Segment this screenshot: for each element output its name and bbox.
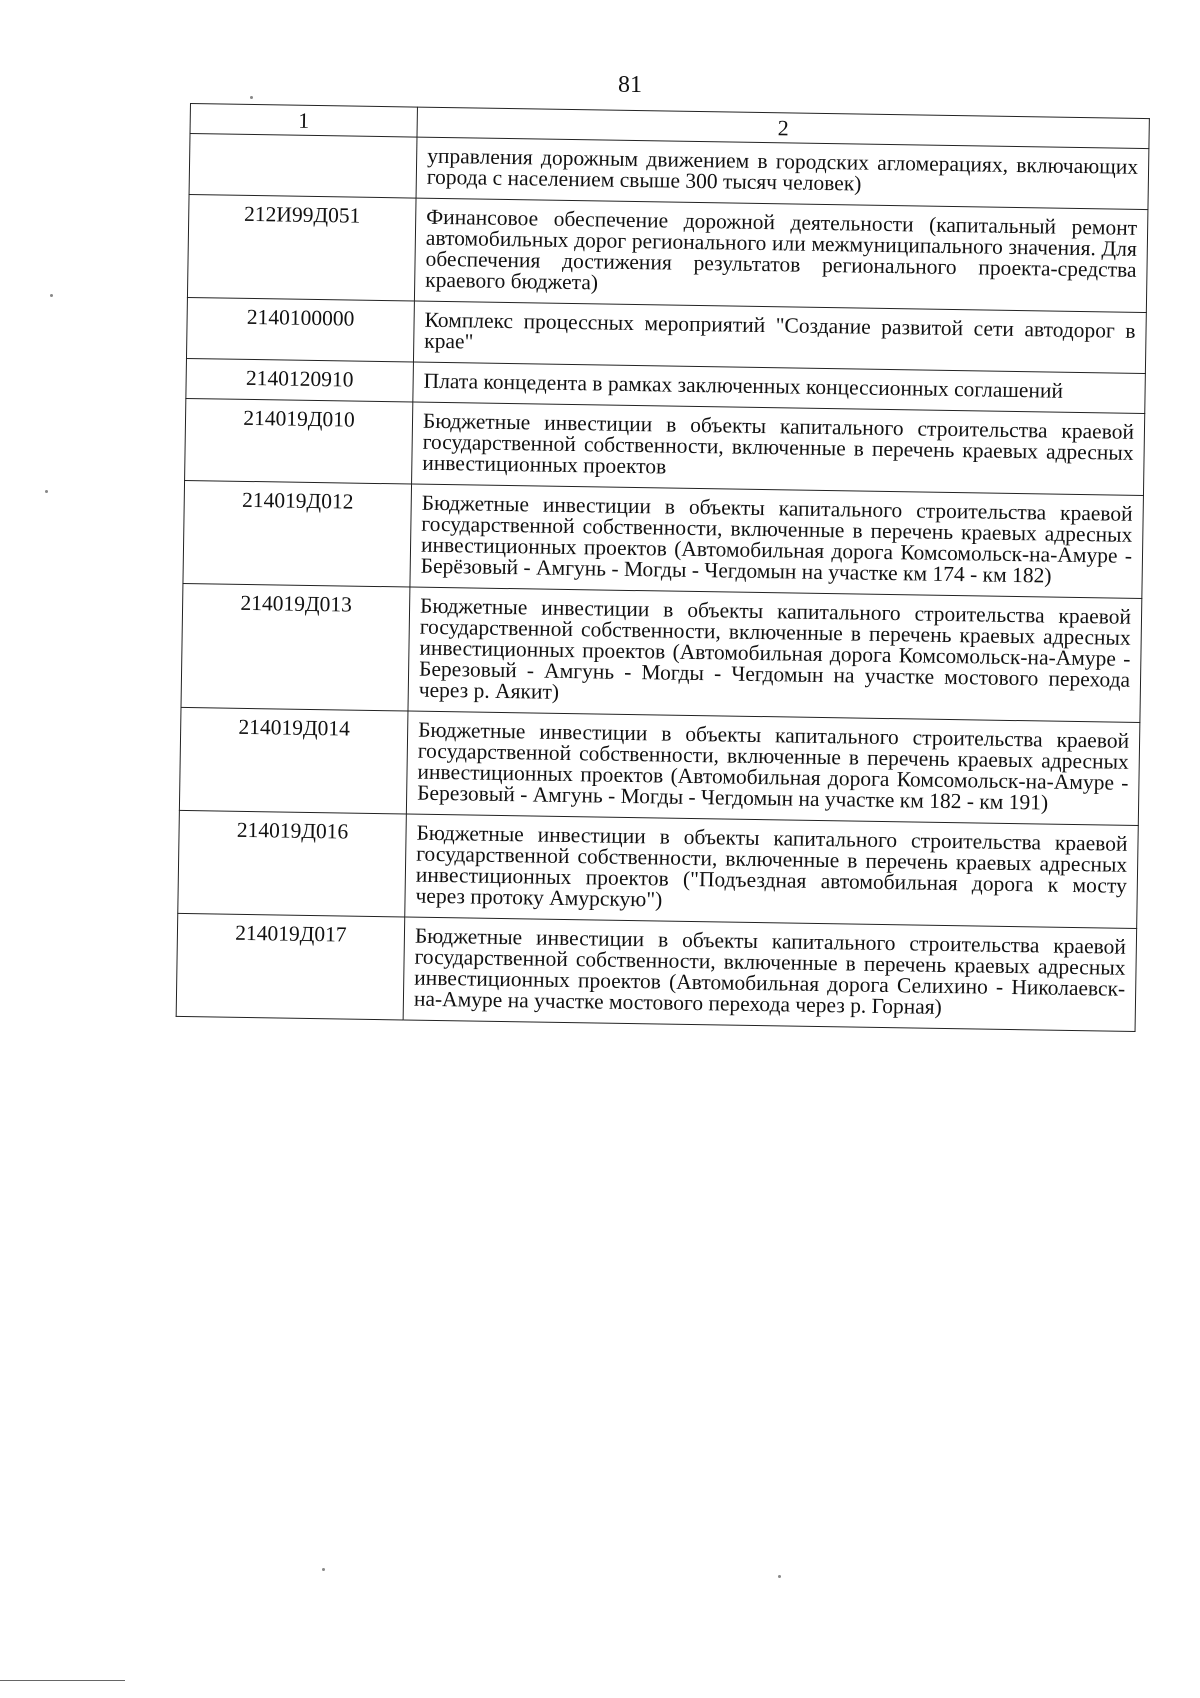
- table-row: [176, 913, 1136, 1031]
- scan-speck: [778, 1575, 781, 1578]
- row-code: 214019Д016: [178, 810, 407, 917]
- table-row: [181, 583, 1142, 722]
- margin-rule: [0, 1680, 125, 1681]
- column-header-code: 1: [190, 104, 417, 138]
- table-row: [185, 398, 1145, 495]
- row-code: [189, 134, 417, 199]
- row-description: Комплекс процессных мероприятий "Создание развитой сети автодорог в крае": [413, 301, 1146, 373]
- budget-code-table: [176, 103, 1150, 1032]
- row-description: Бюджетные инвестиции в объекты капитального строительства краевой государственной собственности, включенные в перечень краевых адресных инвестиционных проектов (Автомобильная дорога Комсомольск-на-Амуре - Березовый - Амгунь - Могды - Чегдомын на участке км 182 - км 191): [406, 711, 1140, 825]
- scan-speck: [322, 1568, 325, 1571]
- row-code: 214019Д017: [176, 913, 405, 1020]
- table-row: [183, 480, 1143, 598]
- scan-speck: [50, 294, 53, 297]
- row-description: Бюджетные инвестиции в объекты капитального строительства краевой государственной собственности, включенные в перечень краевых адресных инвестиционных проектов (Автомобильная дорога Комсомольск-на-Амуре - Берёзовый - Амгунь - Могды - Чегдомын на участке км 174 - км 182): [410, 484, 1144, 598]
- row-code: 214019Д012: [183, 480, 412, 587]
- page-number: 81: [618, 72, 642, 98]
- table-row: [179, 707, 1139, 825]
- row-description: Плата концедента в рамках заключенных концессионных соглашений: [413, 362, 1146, 413]
- row-description: Бюджетные инвестиции в объекты капитального строительства краевой государственной собственности, включенные в перечень краевых адресных инвестиционных проектов (Автомобильная дорога Селихино - Николаевск-на-Амуре на участке мостового перехода через р. Горная): [403, 917, 1137, 1031]
- row-description: Бюджетные инвестиции в объекты капитального строительства краевой государственной собственности, включенные в перечень краевых адресных инвестиционных проектов: [412, 402, 1145, 495]
- table-row: [187, 194, 1147, 312]
- row-description: Бюджетные инвестиции в объекты капитального строительства краевой государственной собственности, включенные в перечень краевых адресных инвестиционных проектов ("Подъездная автомобильная дорога к мосту через протоку Амурскую"): [405, 814, 1139, 928]
- column-header-description: 2: [417, 107, 1149, 148]
- row-description: управления дорожным движением в городских агломерациях, включающих города с населением свыше 300 тысяч человек): [416, 137, 1149, 209]
- row-description: Бюджетные инвестиции в объекты капитального строительства краевой государственной собственности, включенные в перечень краевых адресных инвестиционных проектов (Автомобильная дорога Комсомольск-на-Амуре - Березовый - Амгунь - Могды - Чегдомын на участке мостового перехода через р. Аякит): [408, 587, 1142, 722]
- row-code: 2140100000: [186, 297, 414, 362]
- row-code: 2140120910: [186, 358, 414, 402]
- row-code: 214019Д010: [185, 398, 413, 484]
- table-row: [178, 810, 1138, 928]
- row-code: 214019Д013: [181, 583, 410, 711]
- scan-speck: [250, 96, 253, 99]
- row-code: 212И99Д051: [187, 194, 416, 301]
- row-description: Финансовое обеспечение дорожной деятельности (капитальный ремонт автомобильных дорог регионального или межмуниципального значения. Для обеспечения достижения результатов регионального проекта-средства краевого бюджета): [414, 198, 1148, 312]
- scan-speck: [45, 490, 48, 493]
- row-code: 214019Д014: [179, 707, 408, 814]
